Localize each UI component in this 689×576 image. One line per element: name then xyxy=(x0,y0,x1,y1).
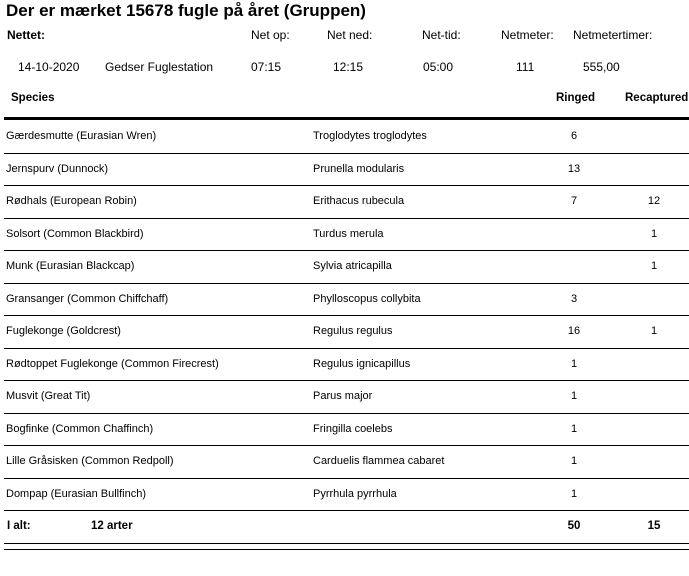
ringed-count: 13 xyxy=(567,162,581,175)
recaptured-count: 1 xyxy=(650,260,658,272)
species-name: Munk (Eurasian Blackcap) xyxy=(6,260,135,272)
total-recaptured: 15 xyxy=(647,520,661,532)
table-row xyxy=(0,251,689,284)
species-name: Musvit (Great Tit) xyxy=(6,390,91,402)
recaptured-count: 12 xyxy=(647,195,661,207)
ringed-count: 7 xyxy=(570,195,578,207)
net-op-label: Net op: xyxy=(251,28,290,42)
table-row xyxy=(0,219,689,252)
table-row xyxy=(0,121,689,154)
total-row xyxy=(0,512,689,544)
ringed-count: 1 xyxy=(570,455,578,467)
total-ringed: 50 xyxy=(567,520,581,532)
ringed-count: 1 xyxy=(570,487,578,500)
scientific-name: Regulus regulus xyxy=(313,325,393,337)
netmeter-value: 111 xyxy=(516,60,535,74)
table-row xyxy=(0,186,689,219)
scientific-name: Carduelis flammea cabaret xyxy=(313,455,445,467)
species-name: Bogfinke (Common Chaffinch) xyxy=(6,422,154,435)
scientific-name: Fringilla coelebs xyxy=(313,422,393,435)
net-ned-value: 12:15 xyxy=(333,60,364,74)
ringed-count: 1 xyxy=(570,390,578,402)
table-row xyxy=(0,381,689,414)
header-ringed: Ringed xyxy=(556,92,595,104)
net-tid-label: Net-tid: xyxy=(422,28,461,42)
table-row xyxy=(0,414,689,447)
total-label: I alt: xyxy=(7,520,31,532)
page-title: Der er mærket 15678 fugle på året (Gruppen) xyxy=(6,1,366,20)
species-name: Fuglekonge (Goldcrest) xyxy=(6,325,121,337)
scientific-name: Erithacus rubecula xyxy=(313,195,405,207)
ringed-count: 6 xyxy=(570,130,578,142)
species-name: Dompap (Eurasian Bullfinch) xyxy=(6,487,147,500)
row-divider xyxy=(4,510,689,511)
table-row xyxy=(0,479,689,512)
scientific-name: Turdus merula xyxy=(313,227,384,240)
header-recaptured: Recaptured xyxy=(625,92,689,104)
scientific-name: Parus major xyxy=(313,390,373,402)
species-name: Solsort (Common Blackbird) xyxy=(6,227,144,240)
ringed-count: 1 xyxy=(570,357,578,370)
scientific-name: Prunella modularis xyxy=(313,162,405,175)
table-row xyxy=(0,349,689,382)
scientific-name: Regulus ignicapillus xyxy=(313,357,411,370)
ringed-count: 3 xyxy=(570,292,578,305)
netmeter-label: Netmeter: xyxy=(501,28,554,42)
header-divider xyxy=(4,117,689,120)
table-row xyxy=(0,284,689,317)
net-tid-value: 05:00 xyxy=(423,60,454,74)
ringed-count: 16 xyxy=(567,325,581,337)
table-row xyxy=(0,316,689,349)
net-label: Nettet: xyxy=(7,28,45,42)
total-double-divider xyxy=(4,549,689,550)
recaptured-count: 1 xyxy=(650,227,658,240)
table-row xyxy=(0,154,689,187)
net-op-value: 07:15 xyxy=(251,60,282,74)
scientific-name: Phylloscopus collybita xyxy=(313,292,421,305)
netmetertimer-label: Netmetertimer: xyxy=(573,28,653,42)
header-species: Species xyxy=(11,92,55,104)
ringed-count: 1 xyxy=(570,422,578,435)
species-name: Gransanger (Common Chiffchaff) xyxy=(6,292,169,305)
species-name: Lille Gråsisken (Common Redpoll) xyxy=(6,455,174,467)
species-name: Gærdesmutte (Eurasian Wren) xyxy=(6,130,157,142)
table-row xyxy=(0,446,689,479)
total-divider xyxy=(4,543,689,544)
species-name: Rødtoppet Fuglekonge (Common Firecrest) xyxy=(6,357,219,370)
scientific-name: Troglodytes troglodytes xyxy=(313,130,427,142)
recaptured-count: 1 xyxy=(650,325,658,337)
scientific-name: Sylvia atricapilla xyxy=(313,260,392,272)
netmetertimer-value: 555,00 xyxy=(583,60,620,74)
total-species-count: 12 arter xyxy=(91,520,133,532)
species-name: Jernspurv (Dunnock) xyxy=(6,162,109,175)
net-date: 14-10-2020 xyxy=(18,60,80,74)
species-name: Rødhals (European Robin) xyxy=(6,195,137,207)
net-station: Gedser Fuglestation xyxy=(105,60,214,74)
net-ned-label: Net ned: xyxy=(327,28,373,42)
scientific-name: Pyrrhula pyrrhula xyxy=(313,487,397,500)
